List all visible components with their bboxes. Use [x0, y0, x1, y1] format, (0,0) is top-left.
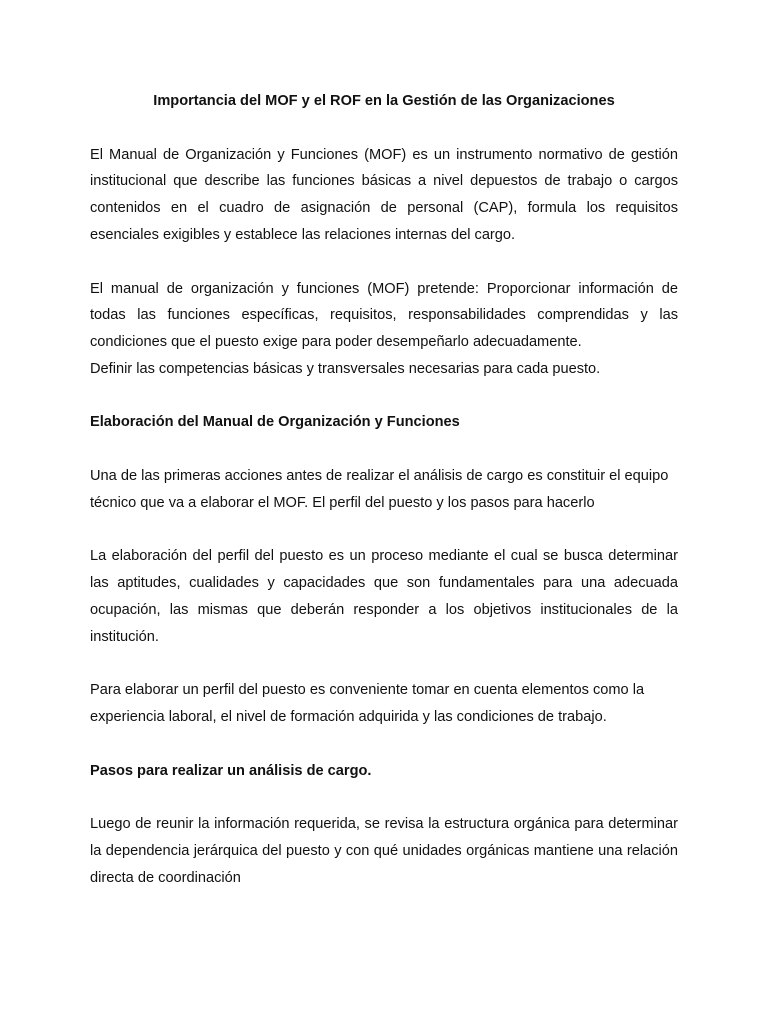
- document-body: [90, 88, 678, 918]
- paragraph-mof-competencies: Definir las competencias básicas y transversales necesarias para cada puesto.: [90, 360, 601, 377]
- paragraph-mof-purpose: El manual de organización y funciones (MOF) pretende: Proporcionar información de todas las funciones específicas, requisitos, responsabilidades comprendidas y las condiciones que el puesto exige para poder desempeñarlo adecuadamente.: [90, 280, 678, 350]
- paragraph-profile-process: La elaboración del perfil del puesto es un proceso mediante el cual se busca determinar las aptitudes, cualidades y capacidades que son fundamentales para una adecuada ocupación, las mismas que deberán responder a los objetivos institucionales de la institución.: [90, 548, 678, 645]
- paragraph-technical-team: Una de las primeras acciones antes de realizar el análisis de cargo es constituir el equipo técnico que va a elaborar el MOF. El perfil del puesto y los pasos para hacerlo: [90, 468, 669, 511]
- paragraph-profile-elements: Para elaborar un perfil del puesto es conveniente tomar en cuenta elementos como la experiencia laboral, el nivel de formación adquirida y las condiciones de trabajo.: [90, 682, 645, 725]
- section-heading-steps: Pasos para realizar un análisis de cargo.: [90, 762, 372, 779]
- document-title: Importancia del MOF y el ROF en la Gestión de las Organizaciones: [153, 93, 615, 109]
- paragraph-structure-review: Luego de reunir la información requerida, se revisa la estructura orgánica para determinar la dependencia jerárquica del puesto y con qué unidades orgánicas mantiene una relación directa de coordinación: [90, 816, 678, 886]
- mof-purpose-block: [90, 276, 678, 383]
- paragraph-mof-definition: El Manual de Organización y Funciones (MOF) es un instrumento normativo de gestión institucional que describe las funciones básicas a nivel depuestos de trabajo o cargos contenidos en el cuadro de asignación de personal (CAP), formula los requisitos esenciales exigibles y establece las relaciones internas del cargo.: [90, 146, 678, 243]
- section-heading-elaboration: Elaboración del Manual de Organización y Funciones: [90, 414, 460, 431]
